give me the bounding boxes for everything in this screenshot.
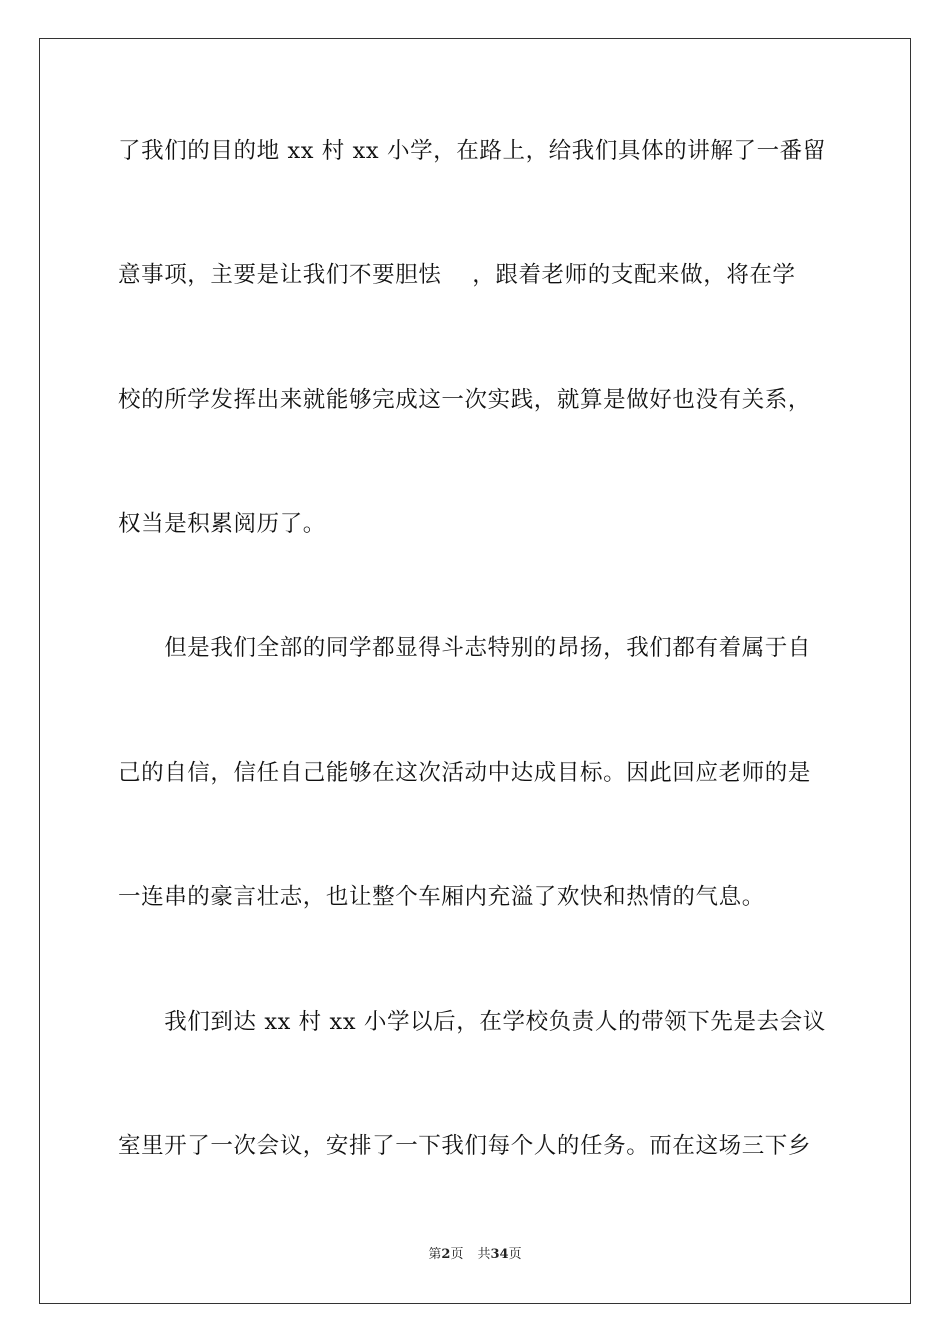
body-line-6: 己的自信，信任自己能够在这次活动中达成目标。因此回应老师的是 [118,760,812,786]
page-number: 2 [441,1247,451,1262]
body-line-1: 了我们的目的地 xx 村 xx 小学，在路上，给我们具体的讲解了一番留 [118,138,826,164]
body-line-9: 室里开了一次会议，安排了一下我们每个人的任务。而在这场三下乡 [118,1133,812,1159]
total-pages-prefix: 共 [477,1247,491,1262]
body-line-3: 校的所学发挥出来就能够完成这一次实践，就算是做好也没有关系， [118,387,812,413]
page-number-prefix: 第 [428,1247,442,1262]
page-number-suffix: 页 [450,1247,464,1262]
body-line-5: 但是我们全部的同学都显得斗志特别的昂扬，我们都有着属于自 [118,635,812,661]
total-pages: 34 [490,1247,509,1262]
body-line-8: 我们到达 xx 村 xx 小学以后，在学校负责人的带领下先是去会议 [118,1009,826,1035]
body-line-4: 权当是积累阅历了。 [118,511,326,537]
page-border [39,38,911,1304]
body-line-2: 意事项，主要是让我们不要胆怯 ，跟着老师的支配来做，将在学 [118,262,796,288]
total-pages-suffix: 页 [508,1247,522,1262]
body-line-7: 一连串的豪言壮志，也让整个车厢内充溢了欢快和热情的气息。 [118,884,765,910]
page-footer [0,1246,950,1264]
